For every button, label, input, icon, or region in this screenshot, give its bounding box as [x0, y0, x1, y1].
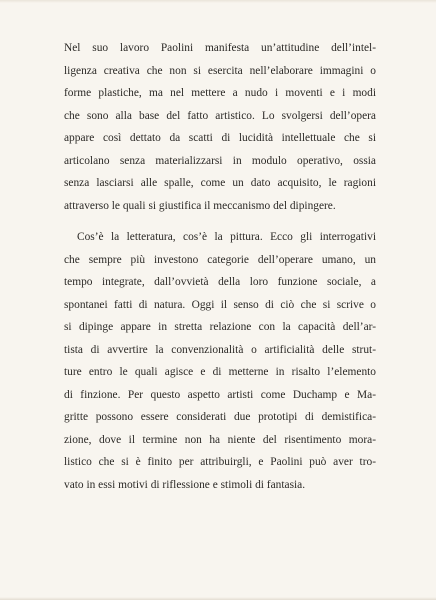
page-top-edge — [0, 0, 436, 3]
text-line: zione, dove il termine non ha niente del risentimento mora- — [64, 433, 376, 446]
text-line: forme plastiche, ma nel mettere a nudo i moventi e i modi — [64, 87, 376, 99]
text-line: che sono alla base del fatto artistico. Lo svolgersi dell’opera — [64, 109, 376, 122]
text-line: appare così dettato da scatti di lucidità intellettuale che si — [64, 132, 376, 144]
text-line: che sempre più investono categorie dell’operare umano, un — [64, 253, 376, 266]
text-line: si dipinge appare in stretta relazione con la capacità dell’ar- — [64, 321, 376, 333]
paragraph-2 — [64, 226, 376, 496]
text-line: tempo integrate, dall’ovvietà della loro funzione sociale, a — [64, 276, 376, 288]
text-line: di finzione. Per questo aspetto artisti come Duchamp e Ma- — [64, 388, 376, 401]
text-line: attraverso le quali si giustifica il meccanismo del dipingere. — [64, 199, 336, 212]
text-line: vato in essi motivi di riflessione e stimoli di fantasia. — [64, 478, 306, 491]
text-line: spontanei fatti di natura. Oggi il senso di ciò che si scrive o — [64, 298, 376, 311]
text-line: Nel suo lavoro Paolini manifesta un’attitudine dell’intel- — [64, 42, 376, 54]
text-line: ligenza creativa che non si esercita nell’elaborare immagini o — [64, 64, 376, 77]
text-line: ture entro le quali agisce e di metterne in risalto l’elemento — [64, 366, 376, 378]
text-line: articolano senza materializzarsi in modulo operativo, ossia — [64, 154, 376, 167]
text-line: gritte possono essere considerati due prototipi di demistifica- — [64, 411, 376, 423]
paragraph-1 — [64, 37, 376, 217]
text-line: Cos’è la letteratura, cos’è la pittura. Ecco gli interrogativi — [77, 231, 376, 243]
text-line: senza lasciarsi alle spalle, come un dato acquisito, le ragioni — [64, 177, 376, 189]
text-line: listico che si è finito per attribuirgli, e Paolini può aver tro- — [64, 456, 376, 468]
body-text — [64, 37, 376, 496]
text-line: tista di avvertire la convenzionalità o artificialità delle strut- — [64, 343, 376, 356]
paragraph-spacer — [64, 217, 376, 226]
